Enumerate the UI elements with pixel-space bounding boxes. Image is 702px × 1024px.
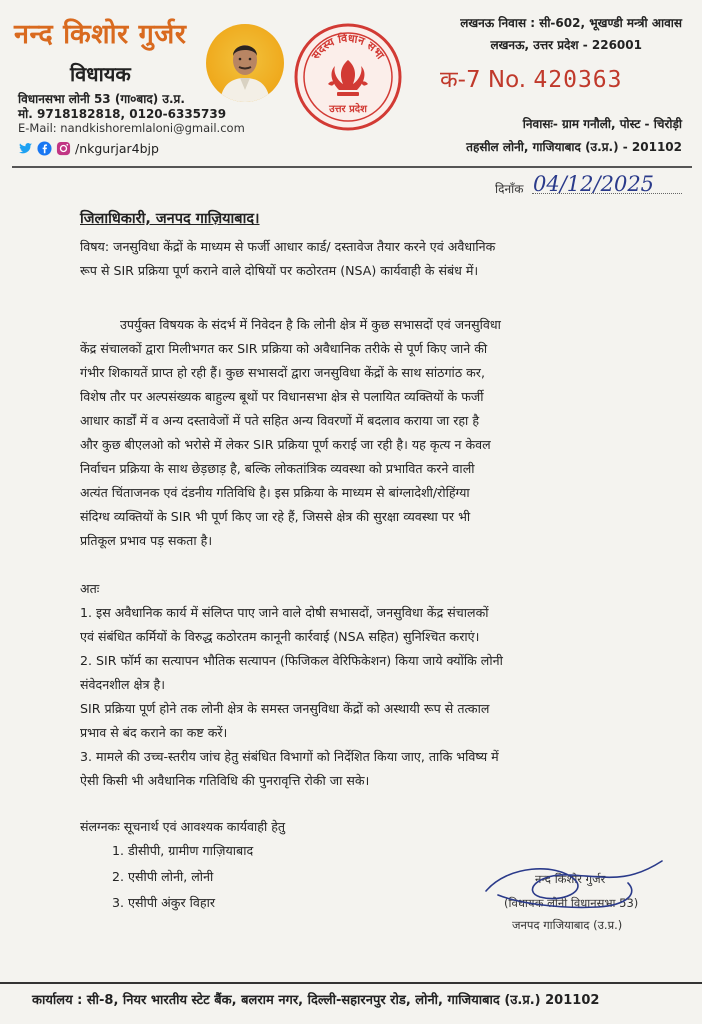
body-line: और कुछ बीएलओ को भरोसे में लेकर SIR प्रक्रिया पूर्ण कराई जा रही है। यह कृत्य न केवल (80, 437, 491, 452)
footer-divider (0, 982, 702, 984)
mla-name: नन्द किशोर गुर्जर (14, 19, 187, 50)
instagram-icon (56, 141, 71, 156)
enclosure-item: 2. एसीपी लोनी, लोनी (112, 869, 214, 884)
demand-line: संवेदनशील क्षेत्र है। (80, 677, 166, 692)
demand-line: ऐसी किसी भी अवैधानिक गतिविधि की पुनरावृत्ति रोकी जा सके। (80, 773, 370, 788)
subject-line: रूप से SIR प्रक्रिया पूर्ण कराने वाले दोषियों पर कठोरतम (NSA) कार्यवाही के संबंध में। (80, 263, 479, 278)
residence: निवासः- ग्राम गनौली, पोस्ट - चिरोड़ी (522, 117, 682, 131)
demand-line: 1. इस अवैधानिक कार्य में संलिप्त पाए जाने वाले दोषी सभासदों, जनसुविधा केंद्र संचालकों (80, 605, 489, 620)
ref-number: 420363 (533, 67, 623, 93)
twitter-icon (18, 141, 33, 156)
demand-line: 2. SIR फॉर्म का सत्यापन भौतिक सत्यापन (फिजिकल वेरिफिकेशन) किया जाये क्योंकि लोनी (80, 653, 503, 668)
social-handle: /nkgurjar4bjp (75, 141, 159, 156)
reference-number (440, 62, 623, 94)
body-line: आधार कार्डों में व अन्य दस्तावेजों में पते सहित अन्य विवरणों में बदलाव कराया जा रहा है (80, 413, 480, 428)
seal-top-text: सदस्य विधान सभा (309, 31, 387, 62)
body-line: अत्यंत चिंताजनक एवं दंडनीय गतिविधि है। इस प्रक्रिया के माध्यम से बांग्लादेशी/रोहिंग्या (80, 485, 470, 500)
ataha-label: अतः (80, 581, 100, 596)
body-line: गंभीर शिकायतें प्राप्त हो रही हैं। कुछ सभासदों द्वारा जनसुविधा केंद्रों के साथ सांठगांठ कर, (80, 365, 485, 380)
portrait-photo (206, 24, 284, 102)
subject-line: विषय: जनसुविधा केंद्रों के माध्यम से फर्जी आधार कार्ड/ दस्तावेज तैयार करने एवं अवैधानिक (80, 239, 496, 254)
seal-bottom-text: उत्तर प्रदेश (329, 104, 367, 115)
handwritten-signature (478, 853, 668, 913)
ref-prefix: क-7 No. (440, 67, 527, 93)
phone: मो. 9718182818, 0120-6335739 (18, 107, 227, 121)
residence-tehsil: तहसील लोनी, गाजियाबाद (उ.प्र.) - 201102 (466, 140, 682, 154)
body-line: उपर्युक्त विषयक के संदर्भ में निवेदन है कि लोनी क्षेत्र में कुछ सभासदों एवं जनसुविधा (120, 317, 501, 332)
demand-line: 3. मामले की उच्च-स्तरीय जांच हेतु संबंधित विभागों को निर्देशित किया जाए, ताकि भविष्य में (80, 749, 499, 764)
body-line: विशेष तौर पर अल्पसंख्यक बाहुल्य बूथों पर विधानसभा क्षेत्र से पलायित व्यक्तियों के फर्जी (80, 389, 484, 404)
enclosure-heading: संलग्नकः सूचनार्थ एवं आवश्यक कार्यवाही हेतु (80, 819, 286, 834)
assembly-seal (293, 22, 403, 132)
signatory-name: नन्द किशोर गुर्जर (535, 872, 606, 886)
enclosure-item: 1. डीसीपी, ग्रामीण गाज़ियाबाद (112, 843, 254, 858)
demand-line: एवं संबंधित कर्मियों के विरुद्ध कठोरतम कानूनी कार्रवाई (NSA सहित) सुनिश्चित कराएं। (80, 629, 480, 644)
constituency: विधानसभा लोनी 53 (गा०बाद) उ.प्र. (18, 92, 185, 106)
letter-date: 04/12/2025 (533, 172, 655, 196)
office-address: कार्यालय : सी-8, नियर भारतीय स्टेट बैंक, बलराम नगर, दिल्ली-सहारनपुर रोड, लोनी, गाजियाबाद (उ.प्र.) 201102 (32, 993, 600, 1008)
addressee: जिलाधिकारी, जनपद गाज़ियाबाद। (80, 211, 260, 227)
body-line: संदिग्ध व्यक्तियों के SIR भी पूर्ण किए जा रहे हैं, जिससे क्षेत्र की सुरक्षा व्यवस्था पर भी (80, 509, 471, 524)
date-label: दिनाँक (495, 182, 524, 196)
designation: विधायक (70, 62, 131, 86)
date-dotted-line (532, 193, 682, 194)
lucknow-city: लखनऊ, उत्तर प्रदेश - 226001 (490, 38, 642, 52)
facebook-icon (37, 141, 52, 156)
demand-line: SIR प्रक्रिया पूर्ण होने तक लोनी क्षेत्र के समस्त जनसुविधा केंद्रों को अस्थायी रूप से तत्काल (80, 701, 490, 716)
header-divider (12, 166, 692, 168)
social-links (18, 141, 159, 156)
signatory-district: जनपद गाजियाबाद (उ.प्र.) (512, 918, 623, 932)
demand-line: प्रभाव से बंद कराने का कष्ट करें। (80, 725, 228, 740)
body-line: केंद्र संचालकों द्वारा मिलीभगत कर SIR प्रक्रिया को अवैधानिक तरीके से पूर्ण किए जाने की (80, 341, 488, 356)
signatory-title: (विधायक लोनी विधानसभा 53) (504, 896, 639, 910)
body-line: निर्वाचन प्रक्रिया के साथ छेड़छाड़ है, बल्कि लोकतांत्रिक व्यवस्था को प्रभावित करने वाली (80, 461, 475, 476)
email: E-Mail: nandkishoremlaloni@gmail.com (18, 121, 245, 135)
body-line: प्रतिकूल प्रभाव पड़ सकता है। (80, 533, 213, 548)
enclosure-item: 3. एसीपी अंकुर विहार (112, 895, 215, 910)
lucknow-residence: लखनऊ निवास : सी-602, भूखण्डी मन्त्री आवास (460, 16, 682, 30)
